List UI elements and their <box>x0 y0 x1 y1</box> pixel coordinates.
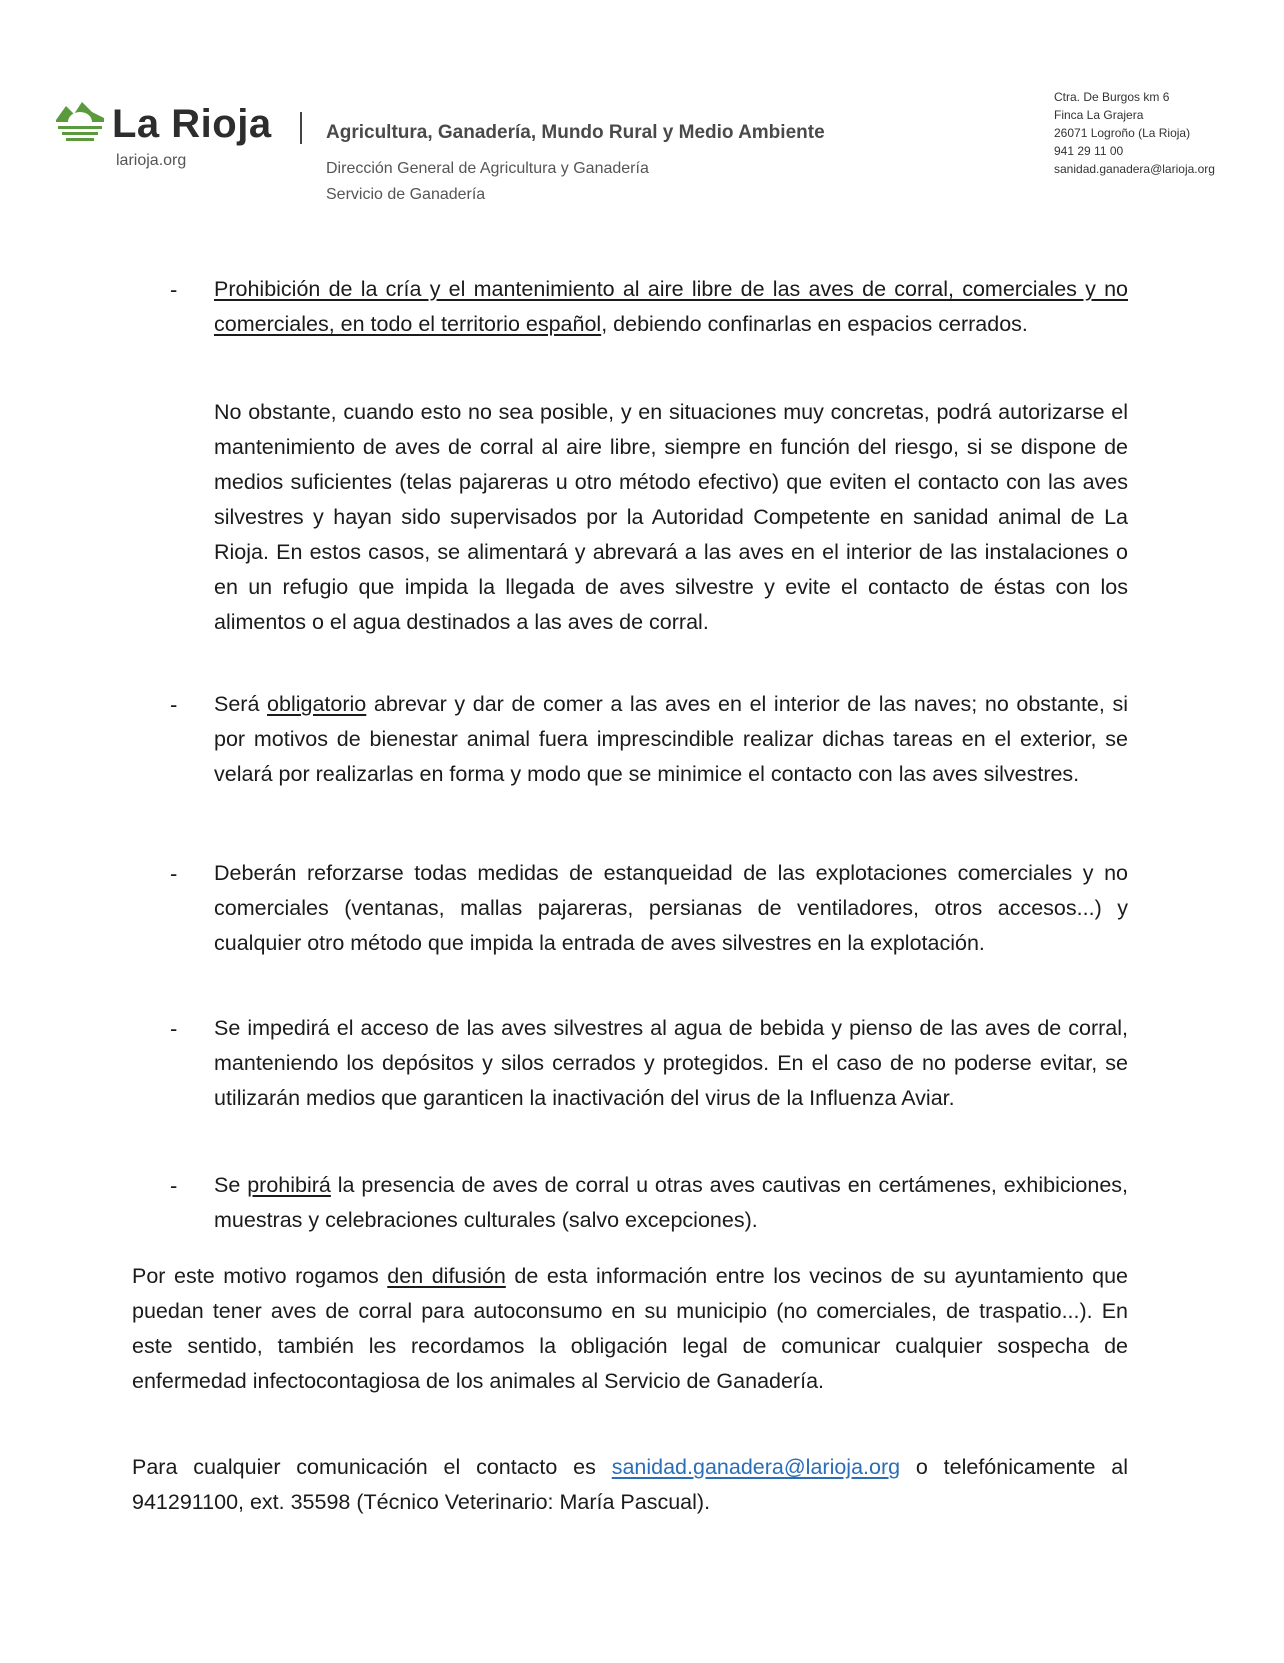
underlined-text: den difusión <box>387 1264 506 1288</box>
logo-name: La Rioja <box>112 102 272 146</box>
address-line: Finca La Grajera <box>1054 108 1144 122</box>
list-item <box>170 687 1130 792</box>
contact-text-start: Para cualquier comunicación el contacto es <box>132 1455 612 1479</box>
header-divider <box>300 112 302 144</box>
bullet-dash: - <box>170 861 178 886</box>
address-line: Ctra. De Burgos km 6 <box>1054 90 1170 104</box>
list-item <box>170 272 1130 342</box>
direction-name: Dirección General de Agricultura y Ganadería <box>326 160 649 177</box>
item-text: Se impedirá el acceso de las aves silvestres al agua de bebida y pienso de las aves de corral, manteniendo los depósitos y silos cerrados y protegidos. En el caso de no poderse evitar, se utilizarán medios que garanticen la inactivación del virus de la Influenza Aviar. <box>214 1016 1128 1110</box>
item-text <box>214 687 1128 792</box>
la-rioja-emblem-icon <box>54 98 106 148</box>
list-item <box>170 1011 1130 1116</box>
address-line: 26071 Logroño (La Rioja) <box>1054 126 1191 140</box>
item-text-start: Se <box>214 1173 248 1197</box>
item-text-rest: , debiendo confinarlas en espacios cerrados. <box>601 312 1028 336</box>
item-text <box>214 272 1128 342</box>
bullet-dash: - <box>170 277 178 302</box>
contact-text-rest: o telefónicamente al 941291100, ext. 35598 (Técnico Veterinario: María Pascual). <box>132 1455 1129 1514</box>
item-text-rest: la presencia de aves de corral u otras aves cautivas en certámenes, exhibiciones, muestras y celebraciones culturales (salvo excepciones). <box>214 1173 1129 1232</box>
address-block <box>1054 88 1215 178</box>
item-text-start: Será <box>214 692 268 716</box>
closing-paragraph <box>132 1259 1128 1399</box>
item-note-text: No obstante, cuando esto no sea posible, y en situaciones muy concretas, podrá autorizarse el mantenimiento de aves de corral al aire libre, siempre en función del riesgo, si se dispone de medios suficientes (telas pajareras u otro método efectivo) que eviten el contacto con las aves silvestres y hayan sido supervisados por la Autoridad Competente en sanidad animal de La Rioja. En estos casos, se alimentará y abrevará a las aves en el interior de las instalaciones o en un refugio que impida la llegada de aves silvestre y evite el contacto de éstas con los alimentos o el agua destinados a las aves de corral. <box>214 400 1128 634</box>
contact-paragraph <box>132 1450 1128 1520</box>
list-item <box>170 1168 1130 1238</box>
logo-url[interactable]: larioja.org <box>116 152 187 169</box>
address-phone: 941 29 11 00 <box>1054 144 1124 158</box>
bullet-dash: - <box>170 692 178 717</box>
closing-text-start: Por este motivo rogamos <box>132 1264 388 1288</box>
service-name: Servicio de Ganadería <box>326 186 486 203</box>
bullet-dash: - <box>170 1016 178 1041</box>
list-item <box>170 856 1130 961</box>
letterhead <box>0 0 1284 230</box>
la-rioja-logo <box>54 98 274 178</box>
underlined-text: Prohibición de la cría y el mantenimiento al aire libre de las aves de corral, comerciales y no comerciales, en todo el territorio español <box>214 277 1128 336</box>
underlined-text: obligatorio <box>267 692 367 716</box>
item-text: Deberán reforzarse todas medidas de estanqueidad de las explotaciones comerciales y no comerciales (ventanas, mallas pajareras, persianas de ventiladores, otros accesos...) y cualquier otro método que impida la entrada de aves silvestres en la explotación. <box>214 861 1128 955</box>
item-text <box>214 1168 1128 1238</box>
contact-email-link[interactable]: sanidad.ganadera@larioja.org <box>611 1455 901 1479</box>
address-email[interactable]: sanidad.ganadera@larioja.org <box>1054 162 1215 176</box>
underlined-text: prohibirá <box>247 1173 331 1197</box>
bullet-dash: - <box>170 1173 178 1198</box>
list-item-note <box>170 395 1130 640</box>
item-text-rest: abrevar y dar de comer a las aves en el interior de las naves; no obstante, si por motivos de bienestar animal fuera imprescindible realizar dichas tareas en el exterior, se velará por realizarlas en forma y modo que se minimice el contacto con las aves silvestres. <box>214 692 1128 786</box>
closing-text-rest: de esta información entre los vecinos de su ayuntamiento que puedan tener aves de corral para autoconsumo en su municipio (no comerciales, de traspatio...). En este sentido, también les recordamos la obligación legal de comunicar cualquier sospecha de enfermedad infectocontagiosa de los animales al Servicio de Ganadería. <box>132 1264 1128 1393</box>
department-name: Agricultura, Ganadería, Mundo Rural y Medio Ambiente <box>326 122 825 143</box>
